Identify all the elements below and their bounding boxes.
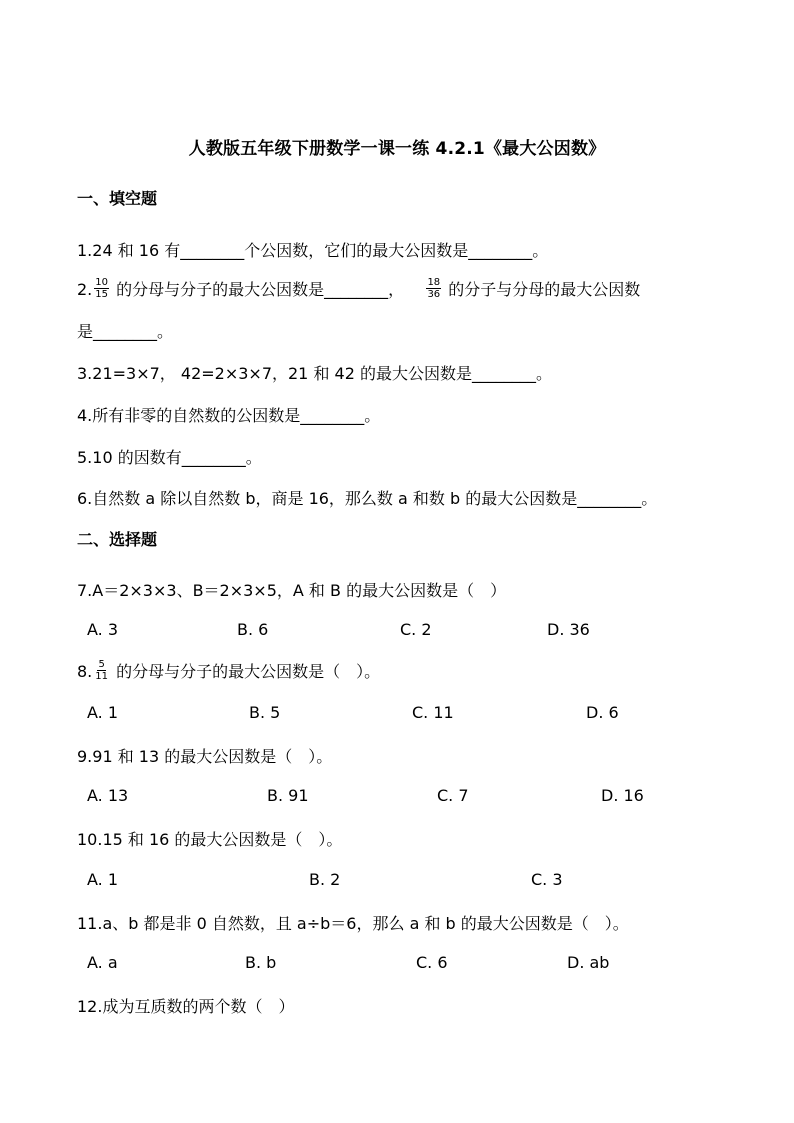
option-b: B. b [245, 953, 277, 972]
fraction-numerator: 10 [95, 277, 108, 288]
question-2 [77, 277, 640, 302]
option-a: A. a [87, 953, 118, 972]
option-c: C. 2 [400, 620, 432, 639]
question-2-suffix: 的分子与分母的最大公因数 [443, 280, 641, 299]
fraction-denominator: 15 [95, 289, 108, 300]
question-2-prefix: 2. [77, 280, 93, 299]
option-b: B. 91 [267, 786, 309, 805]
question-8-suffix: 的分母与分子的最大公因数是（ ）。 [111, 662, 381, 681]
option-c: C. 11 [412, 703, 454, 722]
option-d: D. 36 [547, 620, 590, 639]
question-8 [77, 659, 380, 684]
question-6: 6.自然数 a 除以自然数 b，商是 16，那么数 a 和数 b 的最大公因数是________。 [77, 489, 658, 508]
fraction-numerator: 5 [98, 659, 105, 670]
option-d: D. ab [567, 953, 610, 972]
question-8-prefix: 8. [77, 662, 93, 681]
option-c: C. 6 [416, 953, 448, 972]
option-b: B. 5 [249, 703, 281, 722]
question-1: 1.24 和 16 有________个公因数，它们的最大公因数是________。 [77, 241, 549, 260]
fraction-denominator: 11 [95, 671, 108, 682]
option-a: A. 1 [87, 870, 119, 889]
question-4: 4.所有非零的自然数的公因数是________。 [77, 406, 381, 425]
question-5: 5.10 的因数有________。 [77, 448, 262, 467]
question-12: 12.成为互质数的两个数（ ） [77, 997, 295, 1016]
option-d: D. 6 [586, 703, 619, 722]
fraction-18-36 [426, 277, 441, 300]
option-c: C. 7 [437, 786, 469, 805]
option-d: D. 16 [601, 786, 644, 805]
option-a: A. 13 [87, 786, 129, 805]
page-title: 人教版五年级下册数学一课一练 4.2.1《最大公因数》 [188, 139, 606, 159]
option-a: A. 3 [87, 620, 119, 639]
question-11: 11.a、b 都是非 0 自然数，且 a÷b＝6，那么 a 和 b 的最大公因数是（ ）。 [77, 914, 629, 933]
question-3: 3.21=3×7， 42=2×3×7，21 和 42 的最大公因数是________。 [77, 364, 552, 383]
fraction-numerator: 18 [427, 277, 441, 288]
fraction-denominator: 36 [427, 289, 441, 300]
option-b: B. 6 [237, 620, 269, 639]
question-7: 7.A＝2×3×3、B＝2×3×5，A 和 B 的最大公因数是（ ） [77, 581, 507, 600]
question-2-middle: 的分母与分子的最大公因数是________， [111, 280, 405, 299]
option-b: B. 2 [309, 870, 341, 889]
option-c: C. 3 [531, 870, 563, 889]
section-heading-multiple-choice: 二、选择题 [77, 530, 158, 549]
section-heading-fill-blank: 一、填空题 [77, 189, 158, 208]
fraction-10-15 [94, 277, 109, 300]
option-a: A. 1 [87, 703, 119, 722]
question-10: 10.15 和 16 的最大公因数是（ ）。 [77, 830, 343, 849]
fraction-5-11 [94, 659, 109, 682]
question-9: 9.91 和 13 的最大公因数是（ ）。 [77, 747, 333, 766]
question-2-continuation: 是________。 [77, 322, 174, 341]
